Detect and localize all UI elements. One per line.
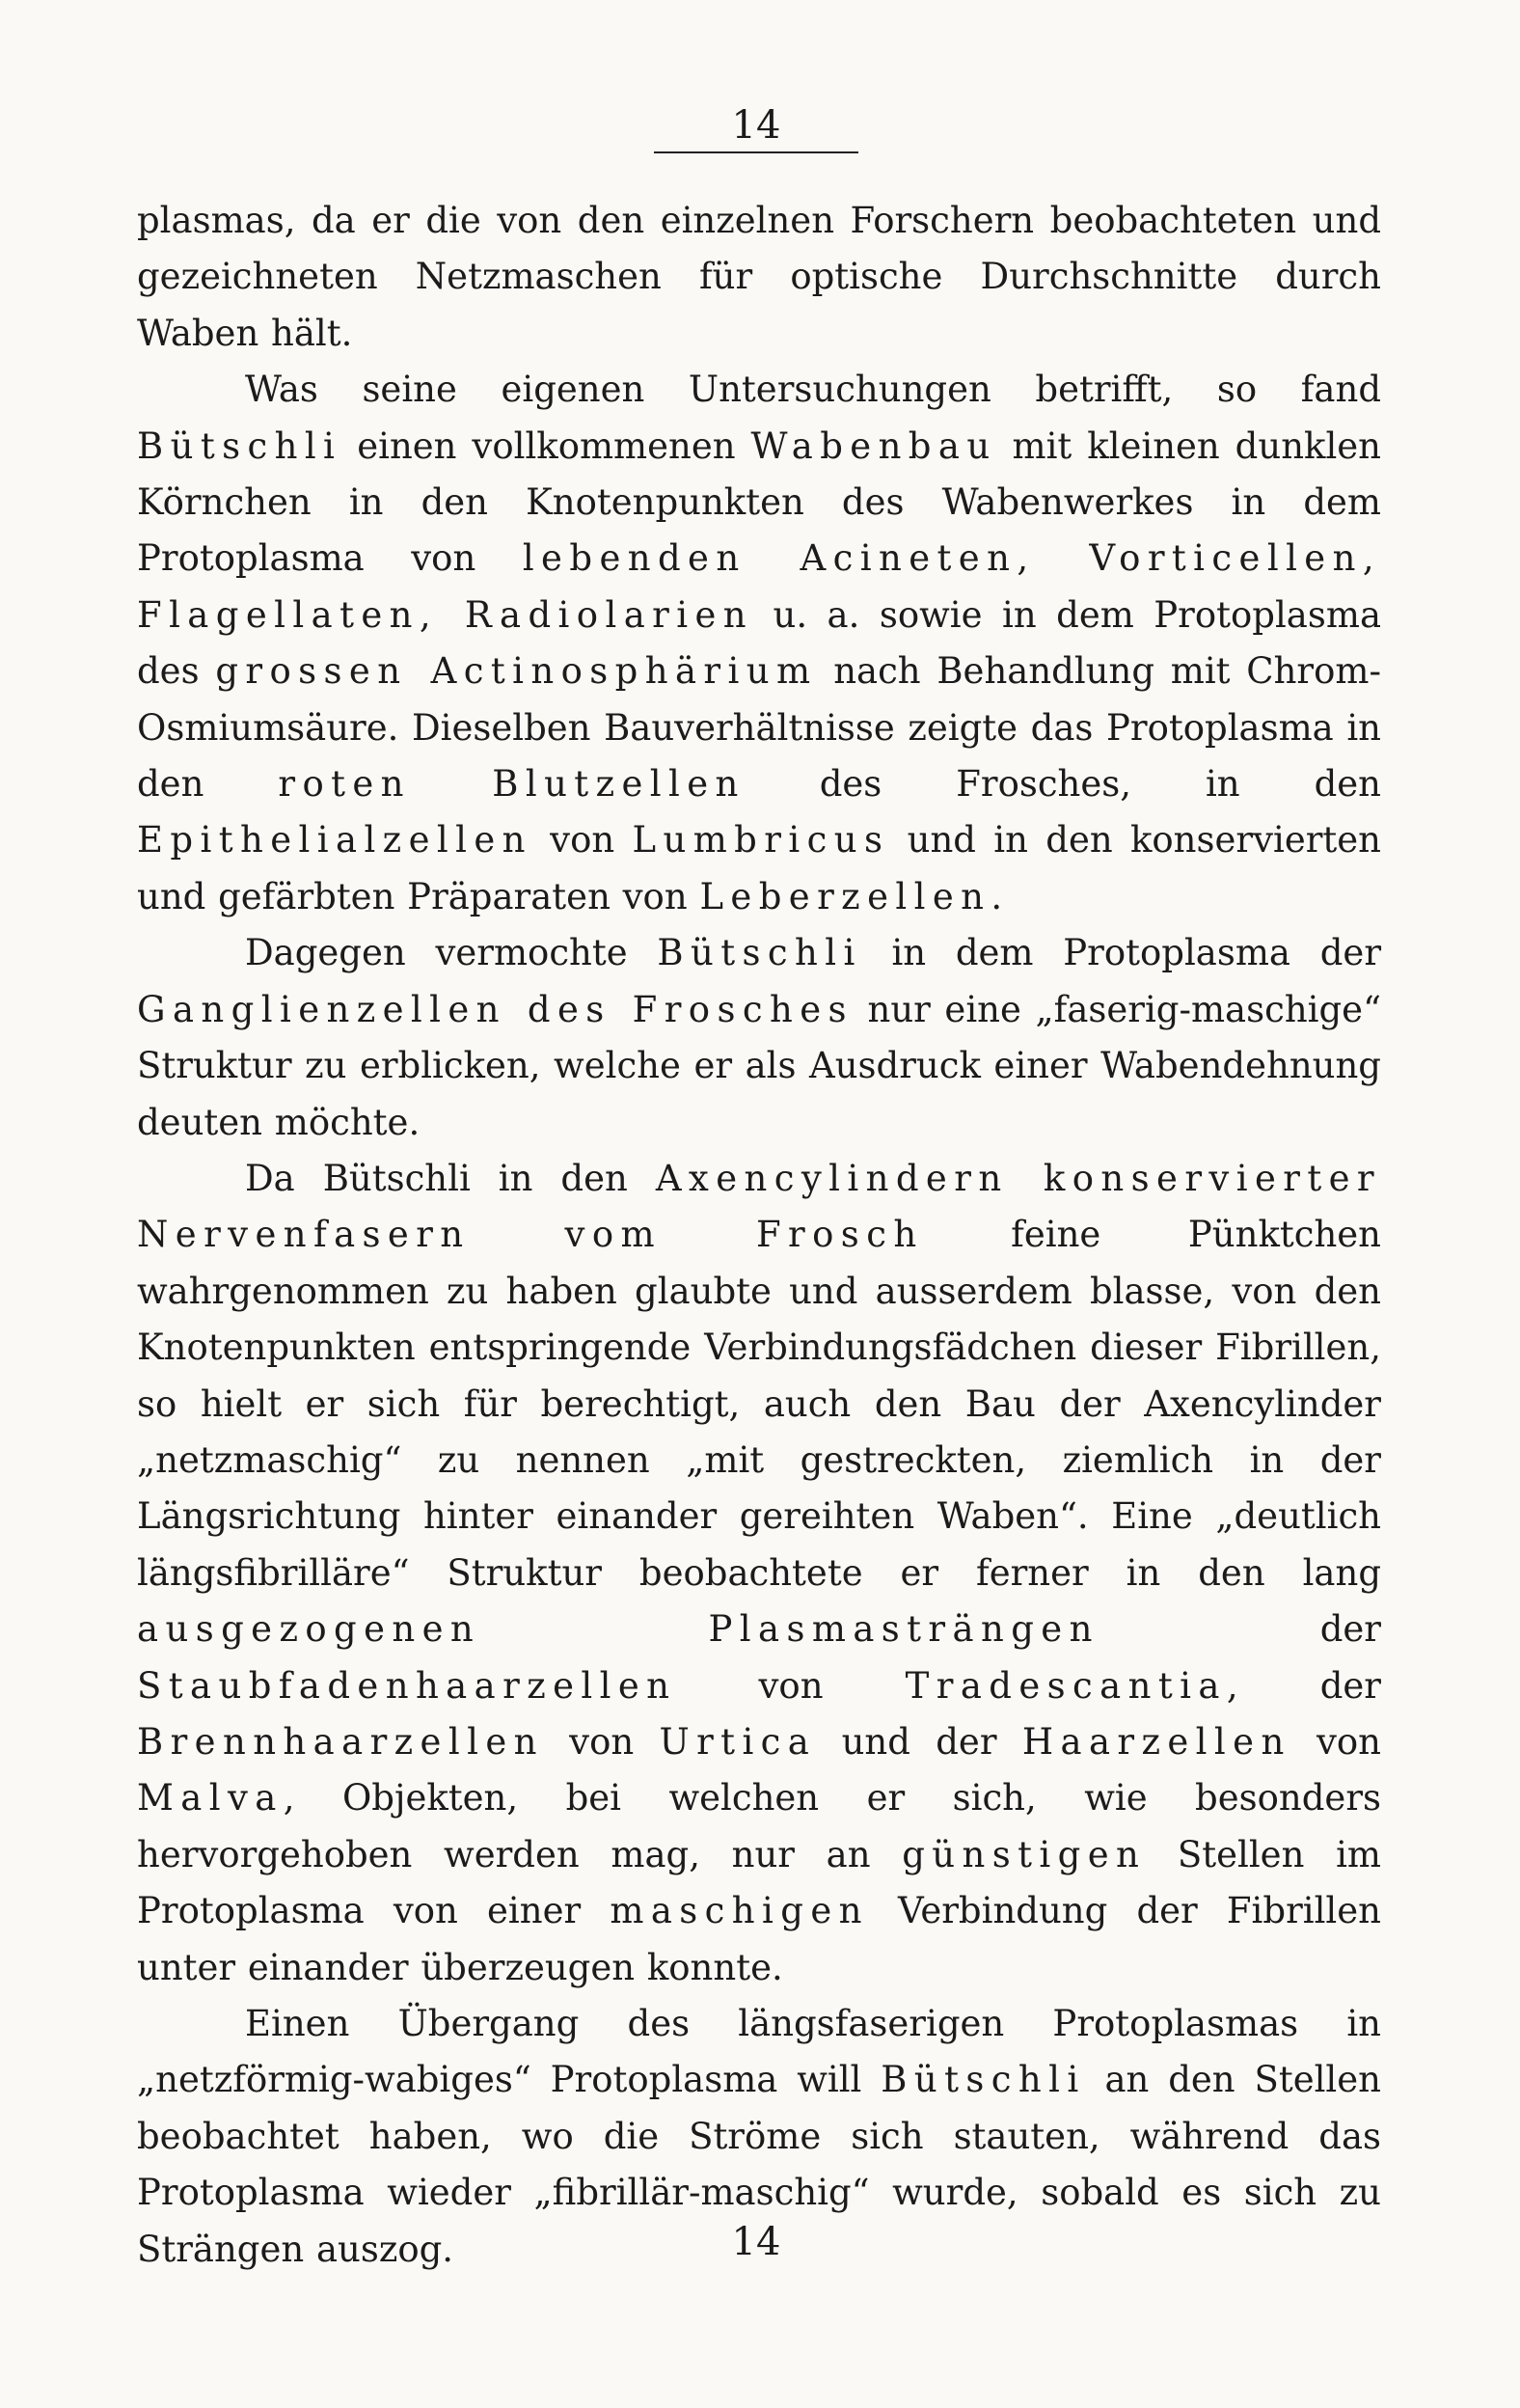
text-run: der [1099,1608,1381,1651]
text-run: feine Pünktchen wahrgenommen zu haben glaubte und ausserdem blasse, von den Knotenpunkten entspringende Verbindungsfädchen dieser Fibrillen, so hielt er sich für berechtigt, auch den Bau der Axencylinder „netzmaschig“ zu nennen „mit gestreckten, ziemlich in der Längsrichtung hinter einander gereihten Waben“. Eine „deutlich längsfibrilläre“ Struktur beobachtete er ferner in den lang [137,1214,1382,1594]
spaced-term: Ganglienzellen des Frosches [137,988,854,1030]
spaced-term: Staubfadenhaarzellen [137,1664,677,1707]
text-run: des Frosches, in den [745,763,1381,806]
paragraph-3 [137,925,1381,1151]
page-number-header: 14 [731,103,781,148]
spaced-term: Leberzellen [699,875,991,917]
spaced-term: Urtica [659,1720,817,1763]
text-run: Dagegen vermochte [245,932,658,974]
spaced-name: Bütschli [137,424,342,467]
spaced-term: Haarzellen [1021,1720,1291,1763]
text-run: Stellen im Protoplasma von einer [137,1833,1381,1932]
spaced-term: grossen Actinosphärium [215,650,818,693]
text-run: und der [816,1720,1022,1763]
text-run: nur eine „faserig-maschige“ Struktur zu erblicken, welche er als Ausdruck einer Wabendehnung deuten möchte. [137,988,1381,1143]
text-run: , Objekten, bei welchen er sich, wie besonders hervorgehoben werden mag, nur an [137,1777,1381,1875]
paragraph-2 [137,362,1381,925]
text-run: einen vollkommenen [341,424,751,467]
text-run: Was seine eigenen Untersuchungen betrifft, so fand [245,369,1381,411]
text-run: , der [1226,1664,1381,1707]
text-run: u. a. sowie in dem Protoplasma des [137,593,1381,693]
spaced-term: lebenden Acineten, Vorticellen, Flagellaten, Radiolarien [137,537,1381,636]
text-run: von [531,819,633,862]
body-text [137,193,1381,2278]
text-run: mit kleinen dunklen Körnchen in den Knotenpunkten des Wabenwerkes in dem Protoplasma von [137,424,1381,580]
text-run: nach Behandlung mit Chrom-Osmiumsäure. Dieselben Bauverhältnisse zeigte das Protoplasma in den [137,650,1381,806]
spaced-term: günstigen [902,1833,1147,1875]
page-number-footer: 14 [731,2220,781,2264]
text-run: von [1290,1720,1381,1763]
text-run: Einen Übergang des längsfaserigen Protoplasmas in „netzförmig-wabiges“ Protoplasma will [137,2003,1381,2101]
text-run: von [676,1664,906,1707]
text-run: plasmas, da er die von den einzelnen Forschern beobachteten und gezeichneten Netzmaschen für optische Durchschnitte durch Waben hält. [137,200,1381,354]
spaced-term: maschigen [610,1890,869,1932]
spaced-name: Bütschli [657,932,862,974]
spaced-term: Lumbricus [632,819,890,862]
spaced-term: Axencylindern konservierter Nervenfasern vom Frosch [137,1157,1381,1256]
spaced-term: Tradescantia [905,1664,1227,1707]
spaced-term: Malva [137,1777,284,1820]
text-run: an den Stellen beobachtet haben, wo die Ströme sich stauten, während das Protoplasma wieder „fibrillär-maschig“ wurde, sobald es sich zu Strängen auszog. [137,2059,1381,2270]
paragraph-1 [137,193,1381,362]
spaced-term: ausgezogenen Plasmasträngen [137,1608,1099,1651]
text-run: . [991,875,1003,917]
spaced-term: Wabenbau [750,424,997,467]
spaced-name: Bütschli [881,2059,1086,2101]
text-run: Verbindung der Fibrillen unter einander überzeugen konnte. [137,1890,1381,1988]
text-run: und in den konservierten und gefärbten Präparaten von [137,819,1381,917]
text-run: in dem Protoplasma der [861,932,1382,974]
spaced-term: Epithelialzellen [137,819,532,862]
header-rule [654,151,858,153]
text-run: Da Bütschli in den [245,1157,656,1199]
paragraph-4 [137,1151,1381,1996]
spaced-term: Brennhaarzellen [137,1720,544,1763]
spaced-term: roten Blutzellen [278,763,746,806]
text-run: von [543,1720,660,1763]
